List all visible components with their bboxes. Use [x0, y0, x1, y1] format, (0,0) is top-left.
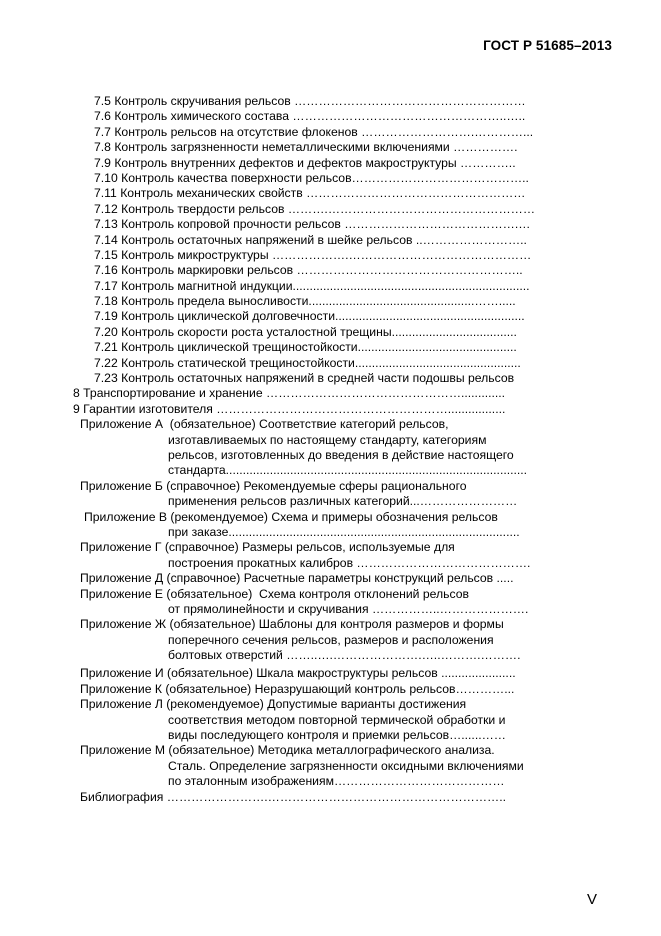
toc-line: 7.14 Контроль остаточных напряжений в шейке рельсов ..……………………..: [94, 232, 527, 247]
toc-line: Приложение Ж (обязательное) Шаблоны для контроля размеров и формы: [80, 617, 504, 632]
toc-line: 7.11 Контроль механических свойств ………………………………………………: [94, 186, 526, 201]
toc-line: Приложение Б (справочное) Рекомендуемые сферы рационального: [80, 478, 467, 493]
toc-line: по эталонным изображениям……………………………………: [168, 774, 505, 789]
toc-line: 7.12 Контроль твердости рельсов ……….……………………………………………: [94, 201, 536, 216]
toc-line: поперечного сечения рельсов, размеров и расположения: [168, 632, 494, 647]
toc-line: 7.20 Контроль скорости роста усталостной трещины.....................................: [94, 324, 517, 339]
toc-line: 7.13 Контроль копровой прочности рельсов …………………………………….…: [94, 217, 531, 232]
toc-line: 7.17 Контроль магнитной индукции......................................................................: [94, 278, 530, 293]
toc-line: Приложение Д (справочное) Расчетные параметры конструкций рельсов .....: [80, 571, 514, 586]
toc-line: 7.7 Контроль рельсов на отсутствие флокенов ……………………….…………...: [94, 124, 534, 139]
toc-line: 7.9 Контроль внутренних дефектов и дефектов макроструктуры …………..: [94, 155, 516, 170]
toc-line: рельсов, изготовленных до введения в действие настоящего: [168, 447, 514, 462]
toc-line: 7.16 Контроль маркировки рельсов ………………………………………………..: [94, 263, 523, 278]
toc-line: 7.5 Контроль скручивания рельсов …………………………………………………: [94, 94, 526, 108]
toc-line: Приложение Е (обязательное) Схема контроля отклонений рельсов: [80, 586, 469, 601]
toc-line: болтовых отверстий ……..….………………….…..……….……….: [168, 648, 521, 663]
toc-line: Приложение М (обязательное) Методика металлографического анализа.: [80, 743, 495, 758]
toc-line: Приложение И (обязательное) Шкала макроструктуры рельсов ......................: [80, 666, 516, 681]
toc-line: 8 Транспортирование и хранение ………………………………………….............: [73, 386, 506, 401]
toc-line: Приложение А (обязательное) Соответствие категорий рельсов,: [80, 417, 449, 432]
toc-line: Приложение В (рекомендуемое) Схема и примеры обозначения рельсов: [84, 509, 498, 524]
toc-line: применения рельсов различных категорий...……………………: [168, 494, 518, 509]
toc-line: Приложение Л (рекомендуемое) Допустимые варианты достижения: [80, 697, 467, 712]
toc-line: от прямолинейности и скручивания ……………..………………….: [168, 601, 529, 616]
toc-line: виды последующего контроля и приемки рельсов…......……: [168, 728, 506, 743]
toc-line: 7.23 Контроль остаточных напряжений в средней части подошвы рельсов: [94, 371, 515, 386]
toc-line: построения прокатных калибров …………………………………….: [168, 555, 531, 570]
toc-line: изготавливаемых по настоящему стандарту, категориям: [168, 432, 487, 447]
toc-line: при заказе......................................................................................: [168, 524, 520, 539]
toc-line: 7.8 Контроль загрязненности неметаллическими включениями …………….: [94, 140, 518, 155]
toc-line: 7.21 Контроль циклической трещиностойкости...............................................: [94, 340, 517, 355]
toc-line: Приложение К (обязательное) Неразрушающий контроль рельсов…………...: [80, 681, 515, 696]
toc-line: Приложение Г (справочное) Размеры рельсов, используемые для: [80, 540, 455, 555]
toc-line: 7.18 Контроль предела выносливости.................................................…….....: [94, 294, 516, 309]
standard-number: ГОСТ Р 51685–2013: [483, 38, 612, 53]
toc-line: 7.6 Контроль химического состава ……………………………………………..…..: [94, 109, 526, 124]
toc-line: 7.19 Контроль циклической долговечности........................................................: [94, 309, 525, 324]
page-number: V: [587, 891, 598, 908]
toc-line: Библиография …………………….…………………………………………………..: [80, 789, 506, 804]
toc-line: Сталь. Определение загрязненности оксидными включениями: [168, 758, 524, 773]
toc-line: стандарта.........................................................................................: [168, 463, 528, 478]
table-of-contents: [0, 94, 661, 805]
toc-line: 7.22 Контроль статической трещиностойкости.................................................: [94, 355, 521, 370]
toc-line: 9 Гарантии изготовителя ………………………………………………….................: [73, 401, 506, 416]
toc-line: 7.15 Контроль микроструктуры ……………….………………………………………: [94, 247, 532, 262]
toc-line: 7.10 Контроль качества поверхности рельсов……………………………………..: [94, 170, 529, 185]
toc-line: соответствия методом повторной термической обработки и: [168, 712, 506, 727]
